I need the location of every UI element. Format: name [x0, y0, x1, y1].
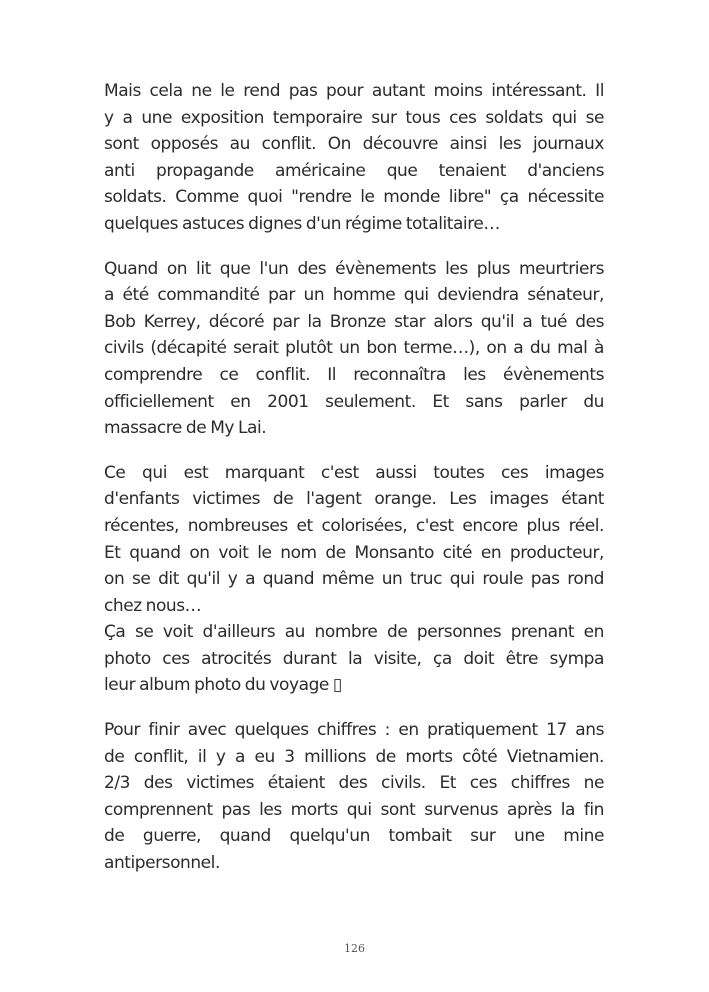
- text-line: quelques astuces dignes d'un régime totalitaire…: [104, 213, 500, 234]
- text-line: y a une exposition temporaire sur tous ces soldats qui se: [104, 107, 604, 128]
- text-line: leur album photo du voyage ▯: [104, 675, 342, 696]
- page-body: [104, 78, 604, 895]
- text-line: comprendre ce conflit. Il reconnaîtra les évènements: [104, 364, 604, 385]
- text-line: sont opposés au conflit. On découvre ainsi les journaux: [104, 134, 604, 155]
- text-line: Mais cela ne le rend pas pour autant moins intéressant. Il: [104, 81, 604, 101]
- text-line: soldats. Comme quoi "rendre le monde libre" ça nécessite: [104, 187, 604, 208]
- text-line: massacre de My Lai.: [104, 418, 267, 439]
- text-line: de conflit, il y a eu 3 millions de morts côté Vietnamien.: [104, 746, 604, 767]
- text-line: de guerre, quand quelqu'un tombait sur une mine: [104, 826, 604, 847]
- text-line: antipersonnel.: [104, 853, 220, 874]
- text-line: chez nous…: [104, 595, 202, 616]
- text-line: comprennent pas les morts qui sont survenus après la fin: [104, 799, 604, 820]
- paragraph-agent-orange: [104, 460, 604, 699]
- text-line: d'enfants victimes de l'agent orange. Les images étant: [104, 489, 604, 510]
- text-line: anti propagande américaine que tenaient d'anciens: [104, 160, 604, 181]
- paragraph-exposition: [104, 78, 604, 238]
- paragraph-chiffres: [104, 717, 604, 877]
- text-line: civils (décapité serait plutôt un bon terme…), on a du mal à: [104, 338, 604, 359]
- text-line: récentes, nombreuses et colorisées, c'est encore plus réel.: [104, 515, 604, 536]
- text-line: 2/3 des victimes étaient des civils. Et ces chiffres ne: [104, 773, 604, 794]
- text-line: Pour finir avec quelques chiffres : en pratiquement 17 ans: [104, 720, 604, 741]
- text-line: on se dit qu'il y a quand même un truc qui roule pas rond: [104, 569, 604, 590]
- text-line: photo ces atrocités durant la visite, ça doit être sympa: [104, 648, 604, 669]
- text-line: Quand on lit que l'un des évènements les plus meurtriers: [104, 258, 604, 279]
- text-line: officiellement en 2001 seulement. Et sans parler du: [104, 391, 604, 412]
- text-line: Ça se voit d'ailleurs au nombre de personnes prenant en: [104, 622, 604, 643]
- text-line: Et quand on voit le nom de Monsanto cité en producteur,: [104, 542, 604, 563]
- text-line: Bob Kerrey, décoré par la Bronze star alors qu'il a tué des: [104, 311, 604, 332]
- text-line: Ce qui est marquant c'est aussi toutes ces images: [104, 462, 604, 483]
- paragraph-bob-kerrey: [104, 256, 604, 442]
- text-line: a été commandité par un homme qui deviendra sénateur,: [104, 285, 604, 306]
- page-number: 126: [344, 942, 365, 955]
